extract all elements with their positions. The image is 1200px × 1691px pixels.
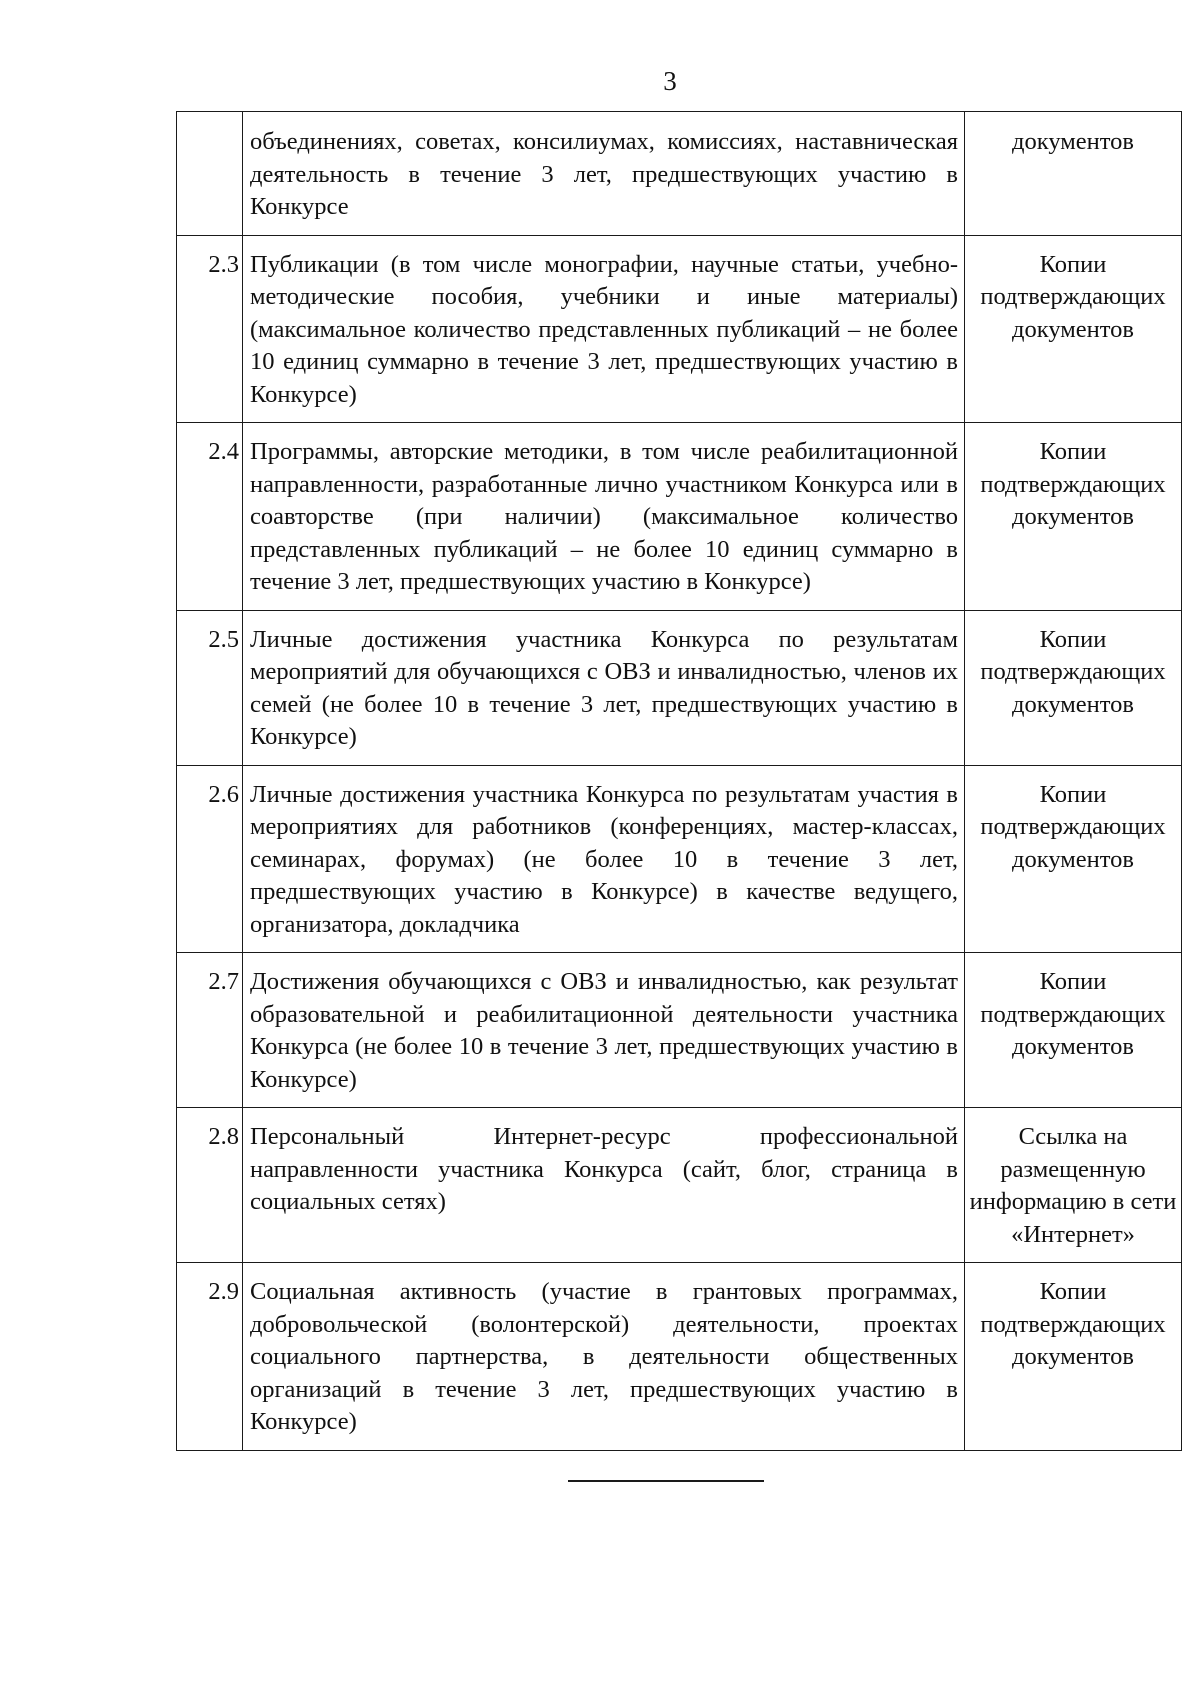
row-number: 2.9 bbox=[177, 1263, 243, 1451]
row-documents: документов bbox=[965, 112, 1182, 236]
row-description: Публикации (в том числе монографии, научные статьи, учебно-методические пособия, учебники и иные материалы) (максимальное количество представленных публикаций – не более 10 единиц суммарно в течение 3 лет, предшествующих участию в Конкурсе) bbox=[243, 235, 965, 423]
page-number: 3 bbox=[663, 66, 677, 96]
row-description: Личные достижения участника Конкурса по результатам участия в мероприятиях для работников (конференциях, мастер-классах, семинарах, форумах) (не более 10 в течение 3 лет, предшествующих участию в Конкурсе) в качестве ведущего, организатора, докладчика bbox=[243, 765, 965, 953]
table-row bbox=[177, 1108, 1182, 1263]
row-number: 2.5 bbox=[177, 610, 243, 765]
row-description: Личные достижения участника Конкурса по результатам мероприятий для обучающихся с ОВЗ и инвалидностью, членов их семей (не более 10 в течение 3 лет, предшествующих участию в Конкурсе) bbox=[243, 610, 965, 765]
row-documents: Копии подтверждающих документов bbox=[965, 953, 1182, 1108]
table-row bbox=[177, 765, 1182, 953]
row-documents: Копии подтверждающих документов bbox=[965, 423, 1182, 611]
row-description: Программы, авторские методики, в том числе реабилитационной направленности, разработанные лично участником Конкурса или в соавторстве (при наличии) (максимальное количество представленных публикаций – не более 10 единиц суммарно в течение 3 лет, предшествующих участию в Конкурсе) bbox=[243, 423, 965, 611]
table-row bbox=[177, 953, 1182, 1108]
row-documents: Копии подтверждающих документов bbox=[965, 1263, 1182, 1451]
row-number: 2.6 bbox=[177, 765, 243, 953]
row-number: 2.3 bbox=[177, 235, 243, 423]
row-number: 2.4 bbox=[177, 423, 243, 611]
row-description: объединениях, советах, консилиумах, комиссиях, наставническая деятельность в течение 3 лет, предшествующих участию в Конкурсе bbox=[243, 112, 965, 236]
row-number: 2.7 bbox=[177, 953, 243, 1108]
end-of-document-line bbox=[568, 1480, 764, 1482]
criteria-table bbox=[176, 111, 1182, 1451]
row-documents: Копии подтверждающих документов bbox=[965, 235, 1182, 423]
row-documents: Ссылка на размещенную информацию в сети «Интернет» bbox=[965, 1108, 1182, 1263]
table-row bbox=[177, 112, 1182, 236]
table-row bbox=[177, 423, 1182, 611]
row-number bbox=[177, 112, 243, 236]
table-row bbox=[177, 610, 1182, 765]
row-description: Социальная активность (участие в грантовых программах, добровольческой (волонтерской) деятельности, проектах социального партнерства, в деятельности общественных организаций в течение 3 лет, предшествующих участию в Конкурсе) bbox=[243, 1263, 965, 1451]
row-description: Персональный Интернет-ресурс профессиональной направленности участника Конкурса (сайт, блог, страница в социальных сетях) bbox=[243, 1108, 965, 1263]
row-number: 2.8 bbox=[177, 1108, 243, 1263]
row-documents: Копии подтверждающих документов bbox=[965, 765, 1182, 953]
row-documents: Копии подтверждающих документов bbox=[965, 610, 1182, 765]
table-row bbox=[177, 1263, 1182, 1451]
row-description: Достижения обучающихся с ОВЗ и инвалидностью, как результат образовательной и реабилитационной деятельности участника Конкурса (не более 10 в течение 3 лет, предшествующих участию в Конкурсе) bbox=[243, 953, 965, 1108]
table-row bbox=[177, 235, 1182, 423]
